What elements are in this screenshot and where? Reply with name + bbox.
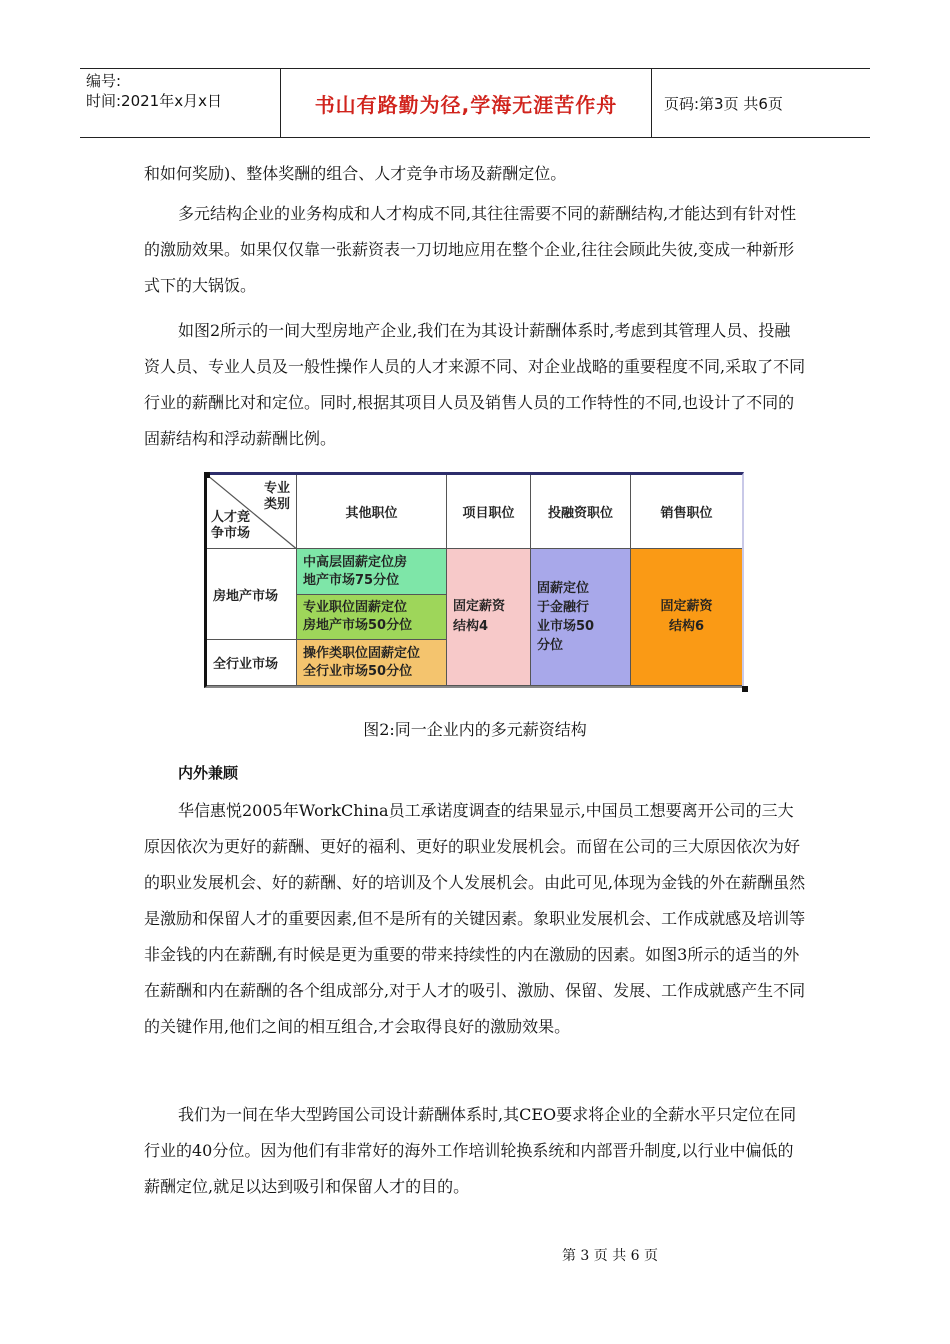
row-header-allindustry: 全行业市场	[207, 640, 297, 686]
row-header-realestate: 房地产市场	[207, 549, 297, 640]
paragraph-continued: 和如何奖励)、整体奖酬的组合、人才竞争市场及薪酬定位。	[144, 164, 567, 183]
frame-corner	[742, 686, 748, 692]
column-header-project: 项目职位	[447, 475, 531, 549]
salary-structure-table	[206, 474, 743, 686]
cell-professional: 专业职位固薪定位 房地产市场50分位	[297, 594, 447, 640]
number-label: 编号:	[86, 72, 122, 90]
header-page-info: 页码:第3页 共6页	[664, 94, 783, 113]
cell-project-structure: 固定薪资 结构4	[447, 549, 531, 686]
cell-invest-positioning: 固薪定位 于金融行 业市场50 分位	[531, 549, 631, 686]
paragraph: 多元结构企业的业务构成和人才构成不同,其往往需要不同的薪酬结构,才能达到有针对性的激励效果。如果仅仅靠一张薪资表一刀切地应用在整个企业,往往会顾此失彼,变成一种新形式下的大锅饭。	[144, 204, 797, 295]
cell-operations: 操作类职位固薪定位 全行业市场50分位	[297, 640, 447, 686]
salary-structure-figure	[206, 474, 742, 686]
page-header	[80, 68, 870, 138]
cell-mid-high-level: 中高层固薪定位房 地产市场75分位	[297, 549, 447, 595]
header-meta	[80, 69, 280, 137]
corner-bottom-label: 人才竞 争市场	[211, 510, 251, 542]
section-heading: 内外兼顾	[178, 764, 239, 782]
paragraph: 如图2所示的一间大型房地产企业,我们在为其设计薪酬体系时,考虑到其管理人员、投融资人员、专业人员及一般性操作人员的人才来源不同、对企业战略的重要程度不同,采取了不同行业的薪酬比对和定位。同时,根据其项目人员及销售人员的工作特性的不同,也设计了不同的固薪结构和浮动薪酬比例。	[144, 321, 806, 448]
cell-sales-structure: 固定薪资 结构6	[631, 549, 743, 686]
page-footer: 第 3 页 共 6 页	[561, 1248, 659, 1264]
time-label: 时间:2021年x月x日	[86, 92, 222, 110]
figure-caption: 图2:同一企业内的多元薪资结构	[363, 720, 587, 739]
column-header-other: 其他职位	[297, 475, 447, 549]
paragraph: 华信惠悦2005年WorkChina员工承诺度调查的结果显示,中国员工想要离开公司的三大原因依次为更好的薪酬、更好的福利、更好的职业发展机会。而留在公司的三大原因依次为好的职业发展机会、好的薪酬、好的培训及个人发展机会。由此可见,体现为金钱的外在薪酬虽然是激励和保留人才的重要因素,但不是所有的关键因素。象职业发展机会、工作成就感及培训等非金钱的内在薪酬,有时候是更为重要的带来持续性的内在激励的因素。如图3所示的适当的外在薪酬和内在薪酬的各个组成部分,对于人才的吸引、激励、保留、发展、工作成就感产生不同的关键作用,他们之间的相互组合,才会取得良好的激励效果。	[144, 801, 806, 1036]
column-header-invest: 投融资职位	[531, 475, 631, 549]
header-motto: 书山有路勤为径,学海无涯苦作舟	[280, 69, 652, 137]
column-header-sales: 销售职位	[631, 475, 743, 549]
frame-corner	[204, 472, 210, 478]
corner-top-label: 专业 类别	[263, 481, 290, 512]
corner-header-cell	[207, 475, 297, 549]
paragraph: 我们为一间在华大型跨国公司设计薪酬体系时,其CEO要求将企业的全薪水平只定位在同行业的40分位。因为他们有非常好的海外工作培训轮换系统和内部晋升制度,以行业中偏低的薪酬定位,就足以达到吸引和保留人才的目的。	[144, 1105, 797, 1196]
